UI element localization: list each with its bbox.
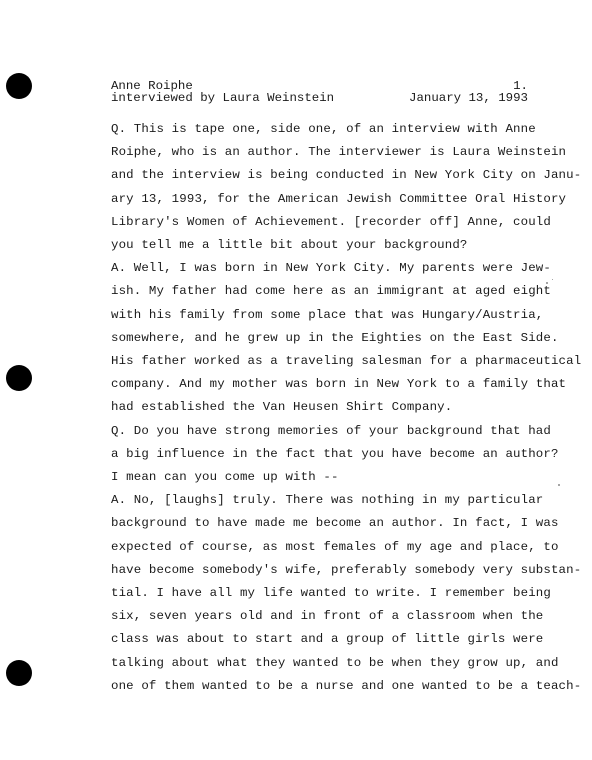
transcript-line: have become somebody's wife, preferably somebody very substan- [111,562,582,577]
transcript-line: tial. I have all my life wanted to write. I remember being [111,586,551,600]
transcript-line: A. Well, I was born in New York City. My parents were Jew- [111,261,551,276]
transcript-line: expected of course, as most females of my age and place, to [111,539,559,554]
transcript-line: six, seven years old and in front of a classroom when the [111,609,544,624]
transcript-line: with his family from some place that was Hungary/Austria, [111,307,544,322]
header-interviewer: interviewed by Laura Weinstein [111,91,335,105]
transcript-line: a big influence in the fact that you have become an author? [111,446,559,461]
transcript-line: Q. This is tape one, side one, of an interview with Anne [111,122,536,136]
transcript-line: had established the Van Heusen Shirt Company. [111,400,453,415]
transcript-line: ary 13, 1993, for the American Jewish Committee Oral History [111,191,567,206]
transcript-line: class was about to start and a group of little girls were [111,632,544,647]
transcript-line: and the interview is being conducted in New York City on Janu- [111,168,582,183]
page-number: 1. [513,79,528,93]
binder-hole-bottom [6,660,32,686]
header-date: January 13, 1993 [409,91,528,105]
transcript-line: somewhere, and he grew up in the Eighties on the East Side. [111,330,559,345]
transcript-line: talking about what they wanted to be when they grow up, and [111,655,559,670]
speck-3 [558,484,560,486]
transcript-line: company. And my mother was born in New York to a family that [111,377,567,392]
transcript-line: Roiphe, who is an author. The interviewer is Laura Weinstein [111,145,567,160]
speck-2 [552,279,553,280]
header-name: Anne Roiphe [111,79,193,93]
transcript-line: ish. My father had come here as an immigrant at aged eight [111,284,551,299]
binder-hole-middle [6,365,32,391]
transcript-line: you tell me a little bit about your background? [111,238,468,252]
binder-hole-top [6,73,32,99]
transcript-line: I mean can you come up with -- [111,470,339,484]
transcript-line: Library's Women of Achievement. [recorder off] Anne, could [111,214,551,229]
transcript-line: A. No, [laughs] truly. There was nothing in my particular [111,493,544,508]
transcript-line: Q. Do you have strong memories of your background that had [111,423,551,438]
transcript-line: one of them wanted to be a nurse and one wanted to be a teach- [111,678,582,693]
transcript-line: background to have made me become an author. In fact, I was [111,516,559,531]
transcript-line: His father worked as a traveling salesman for a pharmaceutical [111,354,582,368]
